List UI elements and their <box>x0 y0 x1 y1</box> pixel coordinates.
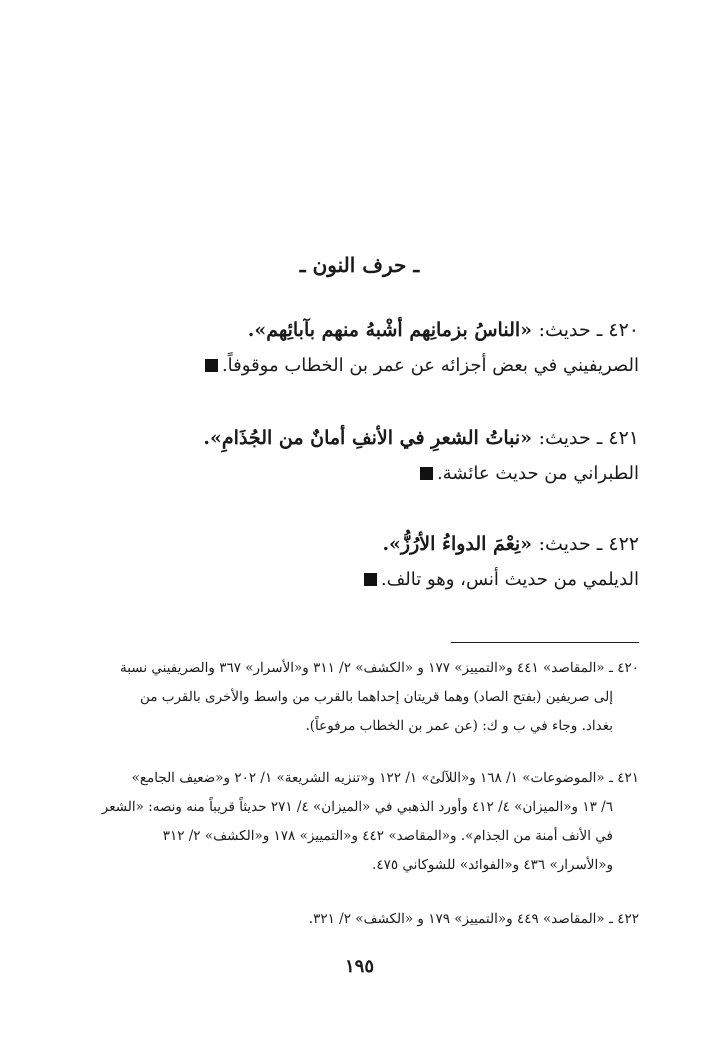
hadith-source-line <box>59 562 639 598</box>
hadith-text-line <box>59 526 639 562</box>
hadith-source: الصريفيني في بعض أجزائه عن عمر بن الخطاب موقوفاً. <box>221 355 639 376</box>
footnote-line: ٤٢١ ـ «الموضوعات» ١/ ١٦٨ و«اللآلئ» ١/ ١٢٢ و«تنزيه الشريعة» ١/ ٢٠٢ و«ضعيف الجامع» <box>131 770 639 786</box>
page-number: ١٩٥ <box>344 956 374 977</box>
footnote-line: إلى صريفين (بفتح الصاد) وهما قريتان إحداهما بالقرب من واسط والأخرى بالقرب من <box>139 689 613 705</box>
end-square-icon <box>364 573 377 586</box>
hadith-text: «الناسُ بزمانِهم أشْبهُ منهم بآبائِهم». <box>247 319 533 341</box>
chapter-title: ـ حرف النون ـ <box>299 253 420 277</box>
hadith-text-line <box>59 312 639 348</box>
hadith-text: «نباتُ الشعرِ في الأنفِ أمانٌ من الجُذَامِ». <box>203 427 533 449</box>
end-square-icon <box>420 467 433 480</box>
hadith-421 <box>59 420 639 492</box>
end-square-icon <box>205 359 218 372</box>
hadith-source-line <box>59 348 639 384</box>
footnote-line: بغداد. وجاء في ب و ك: (عن عمر بن الخطاب مرفوعاً). <box>305 718 613 734</box>
hadith-number: ٤٢١ ـ حديث: <box>538 427 639 449</box>
footnote-line: و«الأسرار» ٤٣٦ و«الفوائد» للشوكاني ٤٧٥. <box>372 857 613 873</box>
hadith-source: الطبراني من حديث عائشة. <box>436 463 639 484</box>
hadith-number: ٤٢٠ ـ حديث: <box>538 319 639 341</box>
hadith-text-line <box>59 420 639 456</box>
hadith-source-line <box>59 456 639 492</box>
hadith-text: «نِعْمَ الدواءُ الأرُزُّ». <box>382 533 533 555</box>
footnote-420 <box>79 654 639 741</box>
hadith-number: ٤٢٢ ـ حديث: <box>538 533 639 555</box>
hadith-source: الديلمي من حديث أنس، وهو تالف. <box>380 569 639 590</box>
hadith-420 <box>59 312 639 384</box>
hadith-422 <box>59 526 639 598</box>
footnote-422 <box>79 905 639 934</box>
footnote-421 <box>79 764 639 880</box>
footnote-line: في الأنف أمنة من الجذام». و«المقاصد» ٤٤٢ و«التمييز» ١٧٨ و«الكشف» ٢/ ٣١٢ <box>162 828 613 844</box>
footnote-divider <box>451 642 639 643</box>
footnote-line: ٦/ ١٣ و«الميزان» ٤/ ٤١٢ وأورد الذهبي في «الميزان» ٤/ ٢٧١ حديثاً قريباً منه ونصه: «الشعر <box>101 799 613 815</box>
footnote-line: ٤٢٠ ـ «المقاصد» ٤٤١ و«التمييز» ١٧٧ و «الكشف» ٢/ ٣١١ و«الأسرار» ٣٦٧ والصريفيني نسبة <box>119 660 639 676</box>
footnote-line: ٤٢٢ ـ «المقاصد» ٤٤٩ و«التمييز» ١٧٩ و «الكشف» ٢/ ٣٢١. <box>308 911 639 927</box>
